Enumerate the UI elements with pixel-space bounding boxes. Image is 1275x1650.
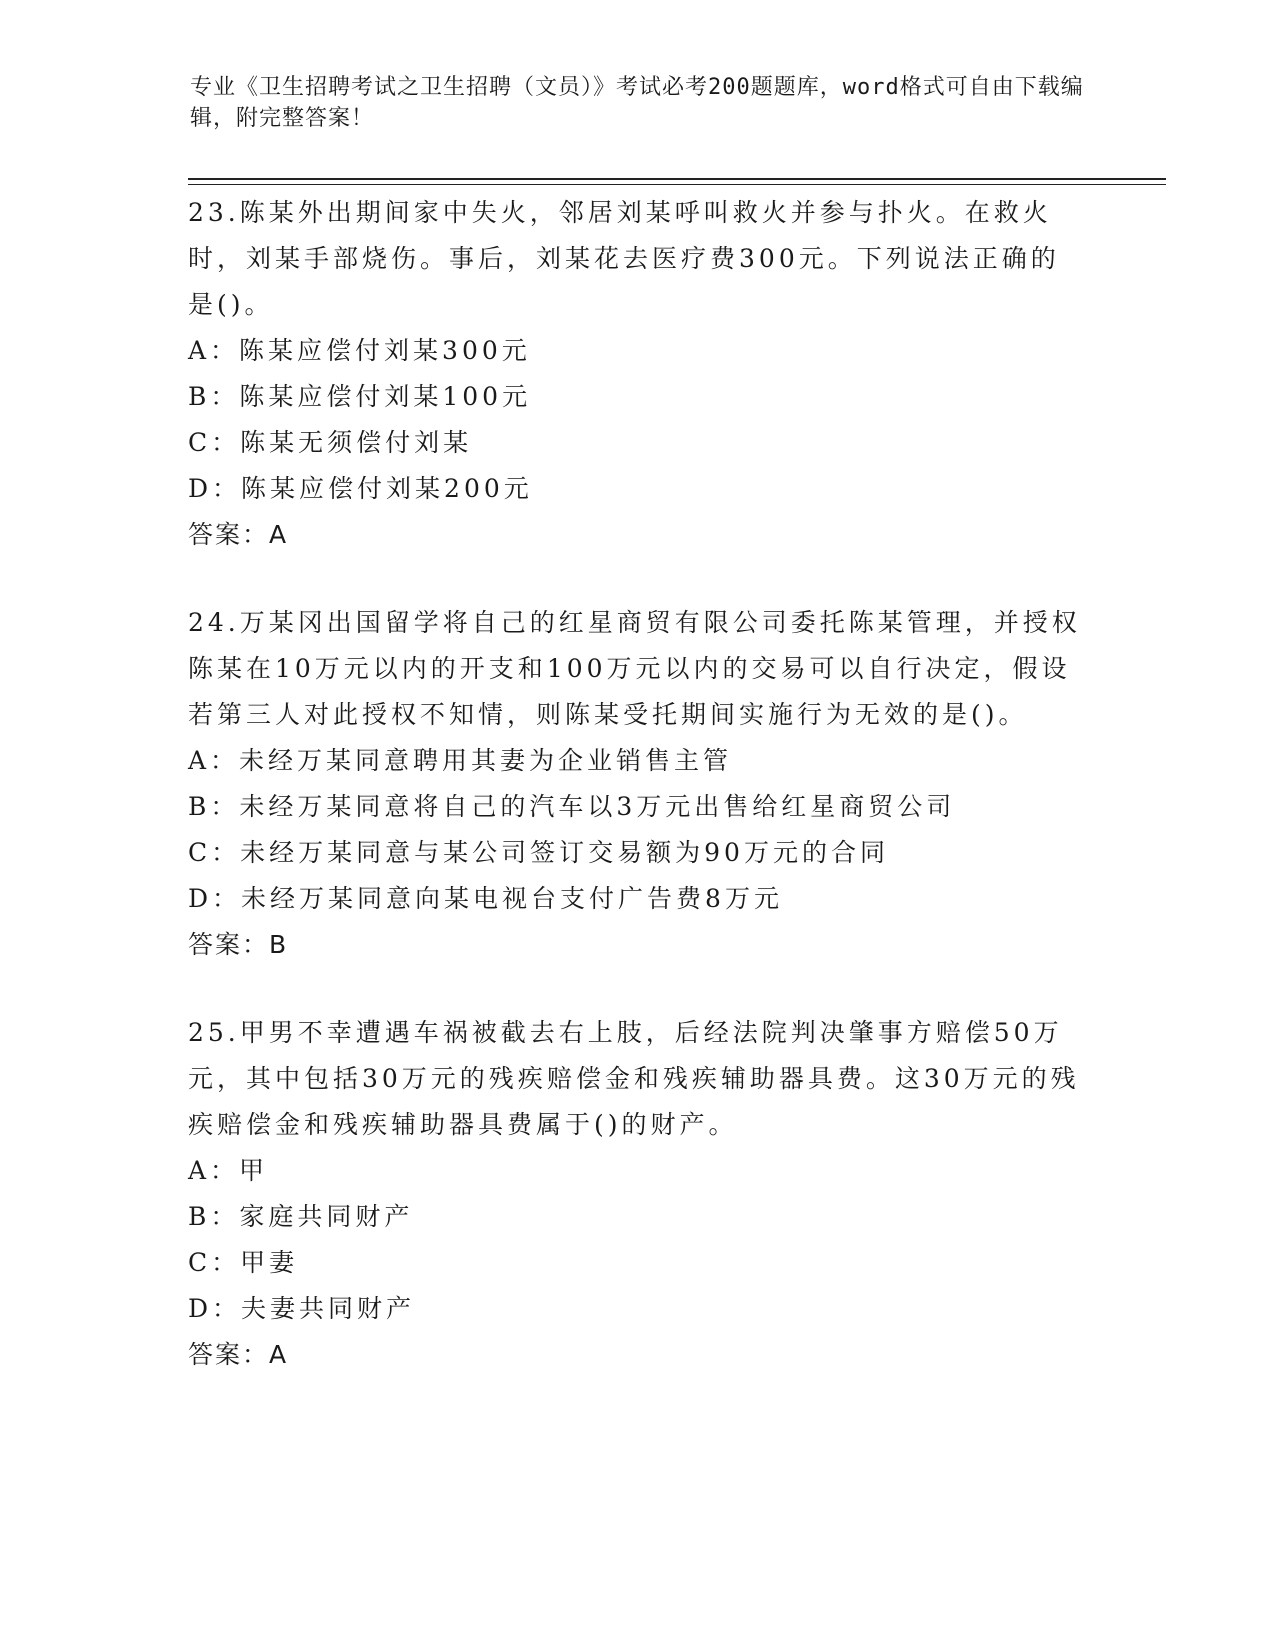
question-stem: 25.甲男不幸遭遇车祸被截去右上肢，后经法院判决肇事方赔偿50万元，其中包括30万元的残疾赔偿金和残疾辅助器具费。这30万元的残疾赔偿金和残疾辅助器具费属于()的财产。 (188, 1018, 1080, 1139)
answer-line: 答案：B (188, 930, 289, 959)
question-25 (188, 1010, 1088, 1378)
question-list (188, 190, 1088, 1420)
option-a: A：陈某应偿付刘某300元 (188, 336, 531, 365)
option-b: B：未经万某同意将自己的汽车以3万元出售给红星商贸公司 (188, 792, 956, 821)
question-24 (188, 600, 1088, 968)
answer-line: 答案：A (188, 520, 289, 549)
option-a: A：甲 (188, 1156, 269, 1185)
page-header: 专业《卫生招聘考试之卫生招聘（文员）》考试必考200题题库，word格式可自由下载编辑，附完整答案！ (190, 75, 1084, 131)
option-c: C：陈某无须偿付刘某 (188, 428, 473, 457)
header-divider-thin (188, 184, 1166, 185)
question-stem: 24.万某冈出国留学将自己的红星商贸有限公司委托陈某管理，并授权陈某在10万元以内的开支和100万元以内的交易可以自行决定，假设若第三人对此授权不知情，则陈某受托期间实施行为无效的是()。 (188, 608, 1081, 729)
option-b: B：陈某应偿付刘某100元 (188, 382, 532, 411)
option-c: C：未经万某同意与某公司签订交易额为90万元的合同 (188, 838, 889, 867)
option-c: C：甲妻 (188, 1248, 299, 1277)
question-23 (188, 190, 1088, 558)
option-d: D：陈某应偿付刘某200元 (188, 474, 533, 503)
option-b: B：家庭共同财产 (188, 1202, 414, 1231)
question-stem: 23.陈某外出期间家中失火，邻居刘某呼叫救火并参与扑火。在救火时，刘某手部烧伤。事后，刘某花去医疗费300元。下列说法正确的是()。 (188, 198, 1060, 319)
option-a: A：未经万某同意聘用其妻为企业销售主管 (188, 746, 733, 775)
option-d: D：未经万某同意向某电视台支付广告费8万元 (188, 884, 783, 913)
header-divider (188, 178, 1166, 180)
option-d: D：夫妻共同财产 (188, 1294, 416, 1323)
answer-line: 答案：A (188, 1340, 289, 1369)
